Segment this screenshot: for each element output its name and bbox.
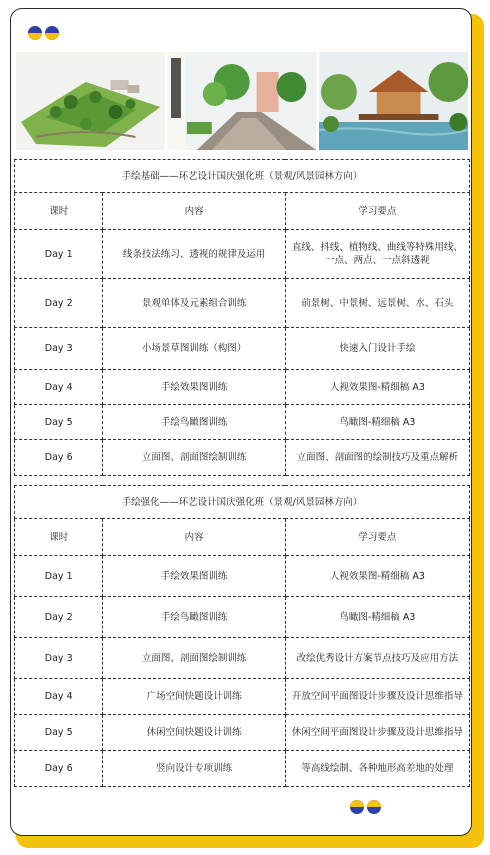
cell-content: 休闲空间快题设计训练 [103,715,285,751]
pavilion-sketch-image [319,52,468,150]
table-title: 手绘强化——环艺设计国庆强化班（景观/风景园林方向） [15,486,470,519]
header-session: 课时 [15,193,103,230]
cell-session: Day 1 [15,556,103,597]
table-row [15,751,470,787]
double-quote-icon [350,800,381,814]
table-row [15,405,470,440]
cell-key-points: 等高线绘制、各种地形高差地的处理 [285,751,469,787]
double-quote-icon [28,26,59,40]
cell-session: Day 5 [15,405,103,440]
course-table-basic [14,159,470,476]
cell-session: Day 3 [15,328,103,370]
cell-content: 竖向设计专项训练 [103,751,285,787]
quote-mark-icon [28,26,42,40]
cell-key-points: 快速入门设计手绘 [285,328,469,370]
table-row [15,638,470,679]
cell-key-points: 立面图、剖面图的绘制技巧及重点解析 [285,440,469,476]
cell-session: Day 6 [15,751,103,787]
cell-key-points: 改绘优秀设计方案节点技巧及应用方法 [285,638,469,679]
cell-key-points: 开放空间平面图设计步骤及设计思维指导 [285,679,469,715]
cell-content: 广场空间快题设计训练 [103,679,285,715]
table-row [15,328,470,370]
cell-content: 手绘效果图训练 [103,556,285,597]
photo-strip [16,52,468,150]
cell-key-points: 直线、抖线、植物线、曲线等特殊用线、一点、两点、一点斜透视 [285,230,469,279]
cell-key-points: 鸟瞰图-精细稿 A3 [285,405,469,440]
cell-session: Day 3 [15,638,103,679]
cell-key-points: 鸟瞰图-精细稿 A3 [285,597,469,638]
quote-mark-icon [45,26,59,40]
cell-content: 线条技法练习、透视的规律及运用 [103,230,285,279]
cell-content: 立面图、剖面图绘制训练 [103,638,285,679]
cell-session: Day 2 [15,279,103,328]
quote-mark-icon [350,800,364,814]
cell-session: Day 2 [15,597,103,638]
table-row [15,597,470,638]
table-row [15,556,470,597]
cell-session: Day 6 [15,440,103,476]
cell-content: 手绘鸟瞰图训练 [103,597,285,638]
header-content: 内容 [103,519,285,556]
cell-key-points: 人视效果图-精细稿 A3 [285,556,469,597]
aerial-sketch-image [16,52,165,150]
cell-key-points: 人视效果图-精细稿 A3 [285,370,469,405]
table-row [15,370,470,405]
table-row [15,230,470,279]
cell-session: Day 1 [15,230,103,279]
cell-content: 手绘效果图训练 [103,370,285,405]
cell-content: 立面图、剖面图绘制训练 [103,440,285,476]
perspective-sketch-image [167,52,316,150]
cell-key-points: 前景树、中景树、远景树、水、石头 [285,279,469,328]
table-row [15,679,470,715]
header-key-points: 学习要点 [285,193,469,230]
header-session: 课时 [15,519,103,556]
table-row [15,279,470,328]
cell-content: 小场景草图训练（构图） [103,328,285,370]
cell-key-points: 休闲空间平面图设计步骤及设计思维指导 [285,715,469,751]
table-row [15,440,470,476]
table-title: 手绘基础——环艺设计国庆强化班（景观/风景园林方向） [15,160,470,193]
cell-content: 手绘鸟瞰图训练 [103,405,285,440]
cell-session: Day 4 [15,370,103,405]
header-content: 内容 [103,193,285,230]
course-table-advanced [14,485,470,787]
cell-content: 景观单体及元素组合训练 [103,279,285,328]
header-key-points: 学习要点 [285,519,469,556]
cell-session: Day 5 [15,715,103,751]
cell-session: Day 4 [15,679,103,715]
quote-mark-icon [367,800,381,814]
table-row [15,715,470,751]
